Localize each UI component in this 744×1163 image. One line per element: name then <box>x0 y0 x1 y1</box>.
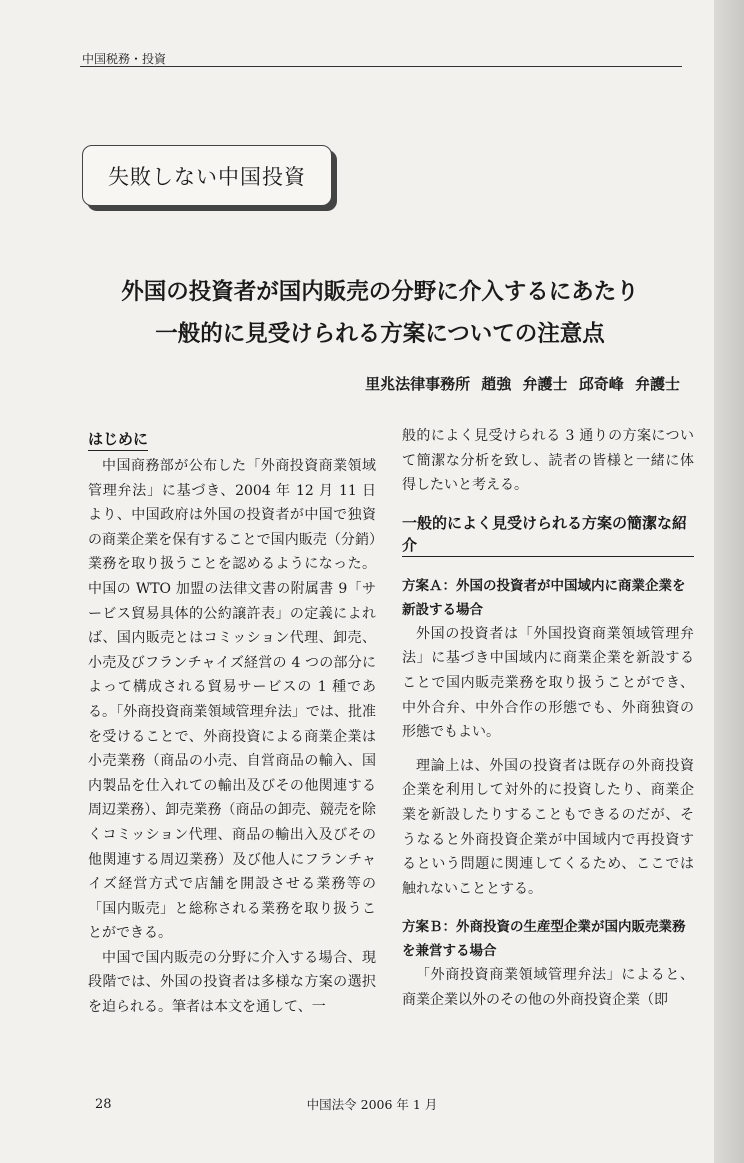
page-number: 28 <box>95 1097 112 1112</box>
section-heading: 一般的によく見受けられる方案の簡潔な紹介 <box>402 512 694 557</box>
running-header: 中国税務・投資 <box>82 52 167 66</box>
series-title: 失敗しない中国投資 <box>108 164 306 189</box>
plan-a-heading: 方案Ａ：外国の投資者が中国域内に商業企業を新設する場合 <box>402 577 686 618</box>
plan-a-paragraph-1: 外国の投資者は「外国投資商業領域管理弁法」に基づき中国域内に商業企業を新設することで国内販売業務を取り扱うことができ、中外合弁、中外合作の形態でも、外商独資の形態でもよい。 <box>402 625 694 741</box>
authors: 里兆法律事務所 趙強 弁護士 邱奇峰 弁護士 <box>365 375 680 393</box>
article-title-line-2: 一般的に見受けられる方案についての注意点 <box>155 321 605 347</box>
intro-paragraph-1: 中国商務部が公布した「外商投資商業領域管理弁法」に基づき、2004 年 12 月 11 日より、中国政府は外国の投資者が中国で独資の商業企業を保有することで国内販売（分銷）業務を取り扱うことを認めるようになった。中国の WTO 加盟の法律文書の附属書 9「サービス貿易具体的公約譲許表」の定義によれば、国内販売とはコミッション代理、卸売、小売及びフランチャイズ経営の 4 つの部分によって構成される貿易サービスの 1 種である。「外商投資商業領域管理弁法」では、批准を受けることで、外商投資による商業企業は小売業務（商品の小売、自営商品の輸入、国内製品を仕入れての輸出及びその他関連する周辺業務）、卸売業務（商品の卸売、競売を除くコミッション代理、商品の輸出入及びその他関連する周辺業務）及び他人にフランチャイズ経営方式で店舗を開設させる業務等の「国内販売」と総称される業務を取り扱うことができる。 <box>88 458 376 942</box>
intro-heading: はじめに <box>88 428 148 451</box>
right-column <box>402 424 694 1013</box>
plan-b-paragraph-1: 「外商投資商業領域管理弁法」によると、商業企業以外のその他の外商投資企業（即 <box>402 967 694 1008</box>
plan-b-heading: 方案Ｂ：外商投資の生産型企業が国内販売業務を兼営する場合 <box>402 919 686 960</box>
publication-footer: 中国法令 2006 年 1 月 <box>306 1097 438 1112</box>
intro-paragraph-2: 中国で国内販売の分野に介入する場合、現段階では、外国の投資者は多様な方案の選択を迫られる。筆者は本文を通して、一 <box>88 949 376 1016</box>
series-title-box <box>82 145 332 206</box>
plan-a-paragraph-2: 理論上は、外国の投資者は既存の外商投資企業を利用して対外的に投資したり、商業企業を新設したりすることもできるのだが、そうなると外商投資企業が中国域内で再投資するという問題に関連してくるため、ここでは触れないこととする。 <box>402 757 694 897</box>
left-column <box>88 428 376 1020</box>
header-rule <box>80 66 682 67</box>
article-title-line-1: 外国の投資者が国内販売の分野に介入するにあたり <box>121 279 639 305</box>
page-edge <box>714 0 744 1163</box>
intro-paragraph-2-continued: 般的によく見受けられる 3 通りの方案について簡潔な分析を致し、読者の皆様と一緒に体得したいと考える。 <box>402 428 694 494</box>
